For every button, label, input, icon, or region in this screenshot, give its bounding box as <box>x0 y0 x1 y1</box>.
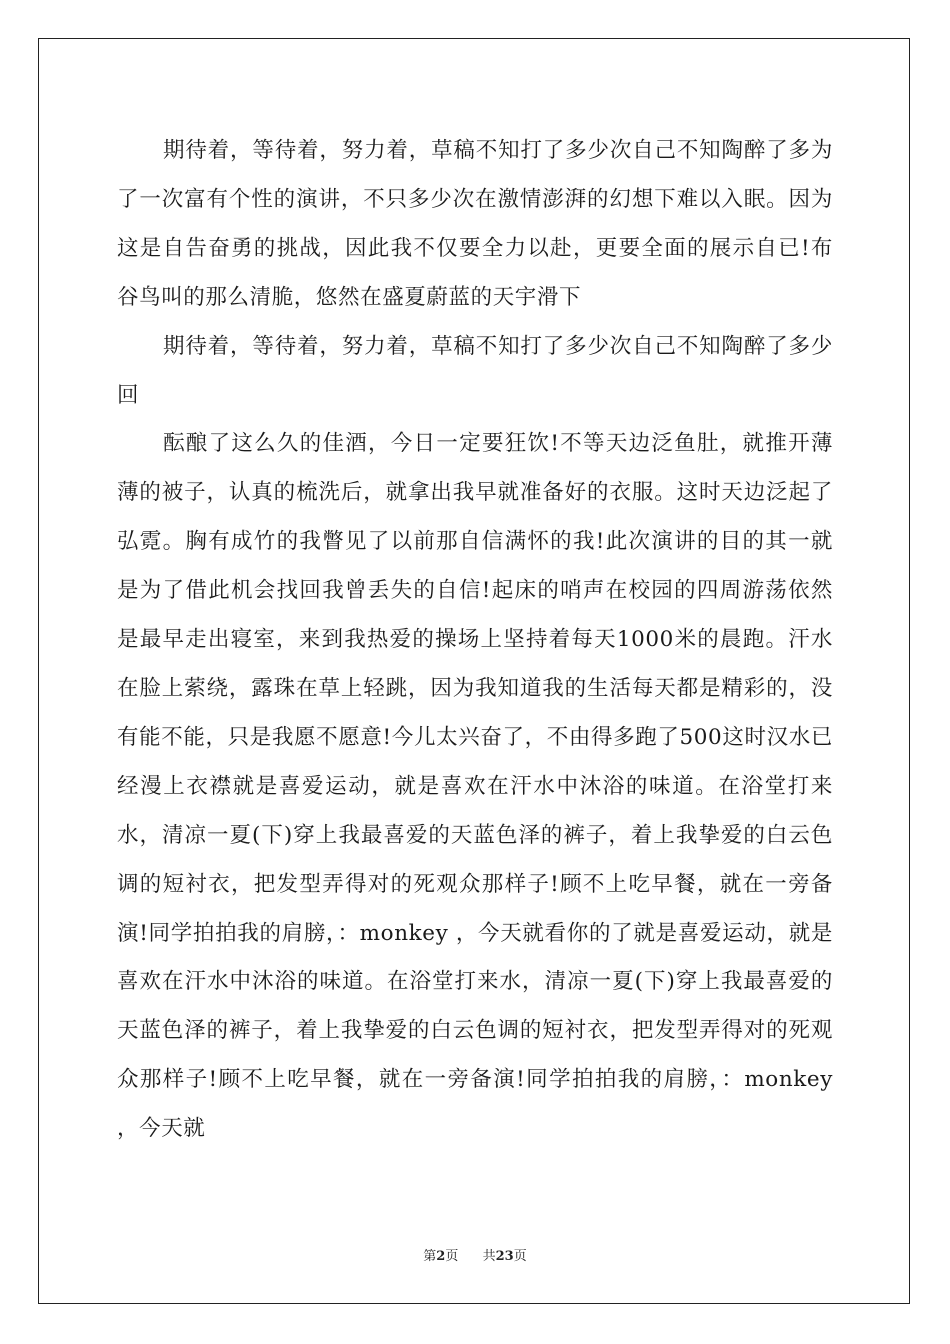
total-suffix: 页 <box>513 1249 527 1264</box>
page-footer <box>0 1245 950 1264</box>
page-prefix: 第 <box>423 1249 437 1264</box>
paragraph-3: 酝酿了这么久的佳酒，今日一定要狂饮!不等天边泛鱼肚，就推开薄薄的被子，认真的梳洗后，就拿出我早就准备好的衣服。这时天边泛起了弘霓。胸有成竹的我瞥见了以前那自信满怀的我!此次演讲的目的其一就是为了借此机会找回我曾丢失的自信!起床的哨声在校园的四周游荡依然是最早走出寝室，来到我热爱的操场上坚持着每天1000米的晨跑。汗水在脸上萦绕，露珠在草上轻跳，因为我知道我的生活每天都是精彩的，没有能不能，只是我愿不愿意!今儿太兴奋了，不由得多跑了500这时汉水已经漫上衣襟就是喜爱运动，就是喜欢在汗水中沐浴的味道。在浴堂打来水，清凉一夏(下)穿上我最喜爱的天蓝色泽的裤子，着上我挚爱的白云色调的短衬衣，把发型弄得对的死观众那样子!顾不上吃早餐，就在一旁备演!同学拍拍我的肩膀，：monkey ，今天就看你的了就是喜爱运动，就是喜欢在汗水中沐浴的味道。在浴堂打来水，清凉一夏(下)穿上我最喜爱的天蓝色泽的裤子，着上我挚爱的白云色调的短衬衣，把发型弄得对的死观众那样子!顾不上吃早餐，就在一旁备演!同学拍拍我的肩膀，：monkey ，今天就 <box>117 431 833 1142</box>
document-body <box>117 127 833 1154</box>
total-prefix: 共 <box>482 1249 496 1264</box>
page-total <box>483 1245 527 1264</box>
page-number <box>423 1245 458 1264</box>
paragraph-2: 期待着，等待着，努力着，草稿不知打了多少次自己不知陶醉了多少回 <box>117 333 833 408</box>
total-pages: 23 <box>495 1249 514 1264</box>
page-suffix: 页 <box>445 1249 459 1264</box>
current-page: 2 <box>436 1249 446 1264</box>
paragraph-1: 期待着，等待着，努力着，草稿不知打了多少次自己不知陶醉了多为了一次富有个性的演讲，不只多少次在激情澎湃的幻想下难以入眠。因为这是自告奋勇的挑战，因此我不仅要全力以赴，更要全面的展示自已!布谷鸟叫的那么清脆，悠然在盛夏蔚蓝的天宇滑下 <box>117 138 833 310</box>
